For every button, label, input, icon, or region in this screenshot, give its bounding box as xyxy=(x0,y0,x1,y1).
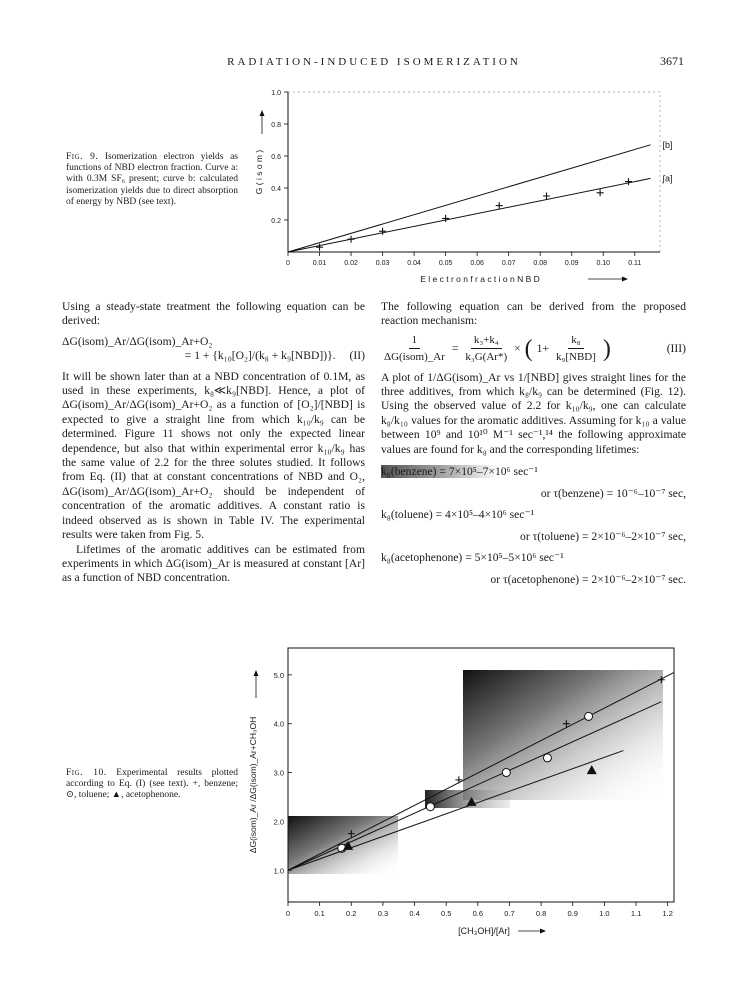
fig10-x-tick-label: 0.1 xyxy=(314,909,325,918)
fig9-x-tick-label: 0.11 xyxy=(628,260,642,267)
fig10-point-toluene xyxy=(426,803,434,811)
tau-acetophenone: or τ(acetophenone) = 2×10⁻⁶–2×10⁻⁷ sec. xyxy=(490,573,686,587)
k-benzene: k₈(benzene) = 7×10⁵–7×10⁶ sec⁻¹ xyxy=(381,465,538,479)
eq3-times: × xyxy=(514,341,521,355)
equation-3-tag: (III) xyxy=(666,341,686,355)
fig10-y-tick-label: 5.0 xyxy=(273,670,284,680)
fig10-x-tick-label: 0 xyxy=(285,909,291,918)
fig9-x-tick-label: 0.07 xyxy=(501,260,516,267)
figure9-caption-label: Fig. 9. xyxy=(66,152,99,162)
fig10-x-tick-label: 0.9 xyxy=(567,909,578,918)
eq3-one-plus: 1+ xyxy=(536,341,549,355)
equation-3: $\frac{1}{\text{ΔG(isom)\_Ar}}$ = $\frac{\text{k₃+k₄}}{\text{k₃G(Ar*)}}$ × ( 1+ $\frac{\text{k₈}}{\text{k₉[NBD]}}$ ) (III) xyxy=(381,333,686,365)
fig9-series-label-1: ∫a] xyxy=(662,173,673,184)
fig10-x-tick-label: 1.2 xyxy=(662,909,673,918)
fig9-x-tick-label: 0.02 xyxy=(344,260,358,267)
equation-2-line-1: ΔG(isom)_Ar/ΔG(isom)_Ar+O₂ xyxy=(62,334,213,348)
fig10-x-tick-label: 0.5 xyxy=(440,909,452,918)
fig9-data-point xyxy=(543,193,550,200)
fig9-line-0 xyxy=(288,145,651,252)
fig9-data-point xyxy=(496,202,503,209)
fig9-y-tick-label: 0.6 xyxy=(271,154,281,161)
eq3-lhs-num: 1 xyxy=(409,333,421,349)
figure9-chart xyxy=(250,82,673,292)
fig9-axes xyxy=(288,92,660,252)
running-title: RADIATION-INDUCED ISOMERIZATION xyxy=(227,56,521,68)
equation-2-tag: (II) xyxy=(349,349,365,363)
fig9-x-tick-label: 0.06 xyxy=(470,260,484,267)
fig9-y-tick-label: 0.8 xyxy=(271,122,281,129)
figure10-caption-text: Experimental results plotted according to Eq. (I) (see text). +, benzene; ⊙, toluene; ▲, acetophenone. xyxy=(66,768,239,801)
fig10-point-toluene xyxy=(585,712,593,720)
fig10-y-tick-label: 4.0 xyxy=(273,719,284,729)
fig10-y-axis-label: ΔG(isom)_Ar /ΔG(isom)_Ar+CH₃OH xyxy=(248,716,258,854)
k-toluene: k₈(toluene) = 4×10⁵–4×10⁶ sec⁻¹ xyxy=(381,507,535,521)
fig10-y-tick-label: 1.0 xyxy=(273,866,284,876)
equation-2-body: = 1 + {k₁₀[O₂]/(k₈ + k₉[NBD])}. xyxy=(184,349,336,363)
right-column xyxy=(381,300,686,588)
fig9-x-tick-label: 0.08 xyxy=(533,260,548,267)
fig9-series-label-0: [b] xyxy=(662,139,673,150)
fig10-x-tick-label: 1.0 xyxy=(599,909,610,918)
fig10-x-tick-label: 0.8 xyxy=(535,909,547,918)
eq3-inner-den: k₉[NBD] xyxy=(556,351,596,364)
k-acetophenone: k₈(acetophenone) = 5×10⁵–5×10⁶ sec⁻¹ xyxy=(381,550,564,564)
fig9-data-point xyxy=(625,178,632,185)
left-paragraph-3: Lifetimes of the aromatic additives can be estimated from experiments in which ΔG(isom)_Ar is measured at constant [Ar] as a function of NBD concentration. xyxy=(62,542,365,585)
fig9-line-1 xyxy=(288,178,651,252)
fig9-y-arrowhead xyxy=(260,110,265,116)
fig10-point-toluene xyxy=(502,769,510,777)
equation-2-line-2 xyxy=(62,349,365,363)
fig10-x-arrowhead xyxy=(540,929,546,934)
scan-shading-right xyxy=(463,670,663,800)
fig10-y-arrowhead xyxy=(254,670,259,676)
figure10-caption xyxy=(66,768,238,802)
eq3-inner xyxy=(553,333,599,365)
fig10-x-tick-label: 0.3 xyxy=(377,909,389,918)
fig9-x-axis-label: E l e c t r o n f r a c t i o n N B D xyxy=(420,274,540,284)
fig9-x-tick-label: 0 xyxy=(286,260,290,267)
right-paragraph-1: The following equation can be derived from the proposed reaction mechanism: xyxy=(381,300,686,328)
fig9-y-axis-label: G ( i s o m ) xyxy=(254,149,264,195)
fig9-x-tick-label: 0.09 xyxy=(564,260,579,267)
fig9-y-tick-label: 0.2 xyxy=(271,218,281,225)
left-paragraph-1: Using a steady-state treatment the following equation can be derived: xyxy=(62,300,365,328)
eq3-equals: = xyxy=(451,341,459,355)
fig10-x-tick-label: 0.2 xyxy=(346,909,357,918)
fig10-x-tick-label: 0.7 xyxy=(504,909,515,918)
fig10-x-axis-label: [CH₃OH]/[Ar] xyxy=(458,926,510,936)
right-paragraph-2: A plot of 1/ΔG(isom)_Ar vs 1/[NBD] gives straight lines for the three additives, from which k₈/k₉ can be determined (Fig. 12). Using the observed value of 2.2 for k₁₀/k₉, one can calculate k₈/k₁₀ values for the aromatic additives. Assuming for k₁₀ a value between 10⁹ and 10¹⁰ M⁻¹ sec⁻¹,¹⁴ the following approximate values are found for k₈ and the corresponding lifetimes: xyxy=(381,370,686,456)
fig10-y-tick-label: 2.0 xyxy=(273,817,284,827)
fig10-point-toluene xyxy=(543,754,551,762)
page-number: 3671 xyxy=(660,54,684,68)
eq3-rhs-den: k₃G(Ar*) xyxy=(465,351,508,364)
fig9-frame xyxy=(288,92,660,252)
eq3-rhs xyxy=(462,333,510,365)
left-column xyxy=(62,300,365,586)
fig9-x-tick-label: 0.04 xyxy=(407,260,421,267)
eq3-lhs-den: ΔG(isom)_Ar xyxy=(384,351,445,364)
figure10-chart xyxy=(240,640,700,950)
fig9-y-tick-label: 1.0 xyxy=(271,90,281,97)
fig10-x-tick-label: 0.4 xyxy=(409,909,420,918)
eq3-rhs-num: k₃+k₄ xyxy=(471,333,502,349)
tau-toluene: or τ(toluene) = 2×10⁻⁶–2×10⁻⁷ sec, xyxy=(520,530,686,544)
eq3-lhs xyxy=(381,333,448,365)
fig9-x-tick-label: 0.10 xyxy=(596,260,611,267)
fig9-x-tick-label: 0.03 xyxy=(375,260,390,267)
fig10-point-benzene xyxy=(455,776,462,783)
fig9-y-tick-label: 0.4 xyxy=(271,186,281,193)
fig10-x-tick-label: 1.1 xyxy=(630,909,642,918)
fig9-data-point xyxy=(348,236,355,243)
figure9-caption-text: Isomerization electron yields as functions of NBD electron fraction. Curve a: with 0.3M SF₆ present; curve b: calculated isomerization yields due to direct absorption of energy by NBD (see text). xyxy=(66,152,238,207)
figure10-caption-label: Fig. 10. xyxy=(66,768,107,778)
fig10-x-tick-label: 0.6 xyxy=(472,909,484,918)
fig9-data-point xyxy=(597,189,604,196)
fig9-x-tick-label: 0.01 xyxy=(312,260,327,267)
fig9-x-tick-label: 0.05 xyxy=(438,260,453,267)
left-paragraph-2: It will be shown later than at a NBD concentration of 0.1M, as used in these experiments, k₈≪k₉[NBD]. Hence, a plot of ΔG(isom)_Ar/ΔG(isom)_Ar+O₂ as a function of [O₂]/[NBD] is expected to give a straight line from which k₁₀/k₉ can be determined. Figure 11 shows not only the expected linear dependence, but also that within experimental error k₁₀/k₉ has the same value of 2.2 for the three solutes studied. It follows from Eq. (II) that at constant concentrations of NBD and O₂, ΔG(isom)_Ar/ΔG(isom)_Ar+O₂ should be independent of concentration of the aromatic additives. A constant ratio is indeed observed as is shown in Table IV. The experimental results were taken from Fig. 5. xyxy=(62,369,365,542)
fig10-line-acetophenone xyxy=(288,751,623,871)
figure9-caption xyxy=(66,152,238,208)
tau-benzene: or τ(benzene) = 10⁻⁶–10⁻⁷ sec, xyxy=(540,487,686,501)
fig9-x-arrowhead xyxy=(622,277,628,282)
fig10-y-tick-label: 3.0 xyxy=(273,768,284,778)
eq3-inner-num: k₈ xyxy=(568,333,583,349)
